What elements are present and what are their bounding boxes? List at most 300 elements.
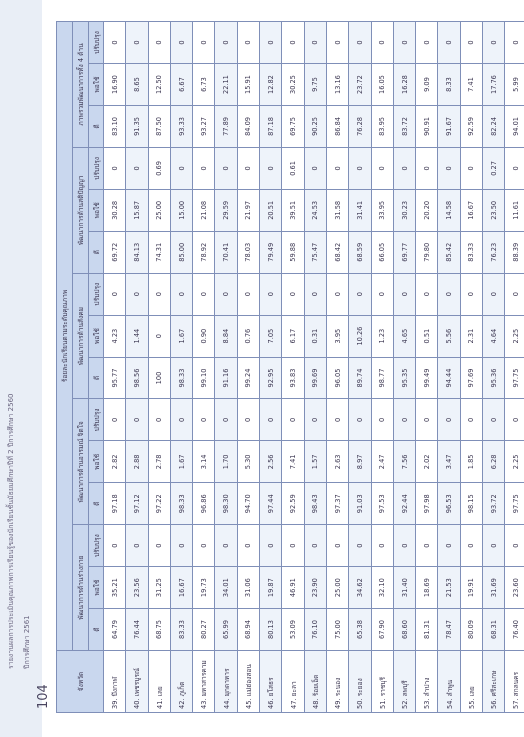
value-cell: 0.76 bbox=[237, 315, 259, 357]
value-cell: 97.44 bbox=[260, 483, 282, 525]
results-table bbox=[56, 21, 524, 713]
page-number: 104 bbox=[36, 684, 51, 709]
quality-level-header: ร้อยละนักเรียนตามระดับคุณภาพ bbox=[57, 22, 73, 651]
value-cell: 1.67 bbox=[170, 441, 192, 483]
value-cell: 0 bbox=[483, 525, 505, 567]
value-cell: 0 bbox=[349, 22, 371, 64]
value-cell: 97.37 bbox=[326, 483, 348, 525]
group-header: พัฒนาการด้านสังคม bbox=[73, 273, 89, 399]
value-cell: 76.28 bbox=[349, 106, 371, 148]
value-cell: 0 bbox=[237, 22, 259, 64]
value-cell: 84.13 bbox=[126, 231, 148, 273]
value-cell: 97.75 bbox=[505, 357, 524, 399]
value-cell: 53.09 bbox=[282, 609, 304, 651]
province-cell: 55. เลย bbox=[460, 651, 482, 713]
value-cell: 0 bbox=[104, 273, 126, 315]
value-cell: 0 bbox=[282, 399, 304, 441]
value-cell: 24.53 bbox=[304, 189, 326, 231]
value-cell: 2.02 bbox=[416, 441, 438, 483]
value-cell: 85.42 bbox=[438, 231, 460, 273]
value-cell: 0 bbox=[215, 399, 237, 441]
value-cell: 0 bbox=[193, 273, 215, 315]
value-cell: 97.75 bbox=[505, 483, 524, 525]
value-cell: 0 bbox=[326, 22, 348, 64]
value-cell: 0 bbox=[438, 525, 460, 567]
value-cell: 0 bbox=[148, 399, 170, 441]
value-cell: 0 bbox=[371, 147, 393, 189]
value-cell: 0 bbox=[460, 22, 482, 64]
value-cell: 22.11 bbox=[215, 64, 237, 106]
value-cell: 16.90 bbox=[104, 64, 126, 106]
value-cell: 2.25 bbox=[505, 441, 524, 483]
value-cell: 25.00 bbox=[148, 189, 170, 231]
value-cell: 0 bbox=[215, 525, 237, 567]
value-cell: 80.09 bbox=[460, 609, 482, 651]
province-cell: 40. เพชรบูรณ์ bbox=[126, 651, 148, 713]
value-cell: 0 bbox=[282, 273, 304, 315]
value-cell: 68.31 bbox=[483, 609, 505, 651]
value-cell: 86.84 bbox=[326, 106, 348, 148]
value-cell: 0 bbox=[416, 147, 438, 189]
value-cell: 93.83 bbox=[282, 357, 304, 399]
province-cell: 56. ศรีสะเกษ bbox=[483, 651, 505, 713]
value-cell: 0 bbox=[416, 22, 438, 64]
province-cell: 41. เลย bbox=[148, 651, 170, 713]
value-cell: 79.80 bbox=[416, 231, 438, 273]
value-cell: 76.44 bbox=[126, 609, 148, 651]
value-cell: 0 bbox=[170, 399, 192, 441]
value-cell: 0 bbox=[282, 525, 304, 567]
value-cell: 76.23 bbox=[483, 231, 505, 273]
value-cell: 64.79 bbox=[104, 609, 126, 651]
value-cell: 20.20 bbox=[416, 189, 438, 231]
value-cell: 15.87 bbox=[126, 189, 148, 231]
table-row bbox=[483, 22, 505, 713]
table-row bbox=[371, 22, 393, 713]
province-cell: 45. แม่ฮ่องสอน bbox=[237, 651, 259, 713]
value-cell: 0 bbox=[193, 147, 215, 189]
value-cell: 0 bbox=[170, 273, 192, 315]
value-cell: 83.33 bbox=[460, 231, 482, 273]
sub-header-row bbox=[89, 22, 104, 713]
value-cell: 31.58 bbox=[326, 189, 348, 231]
value-cell: 0 bbox=[126, 273, 148, 315]
value-cell: 2.78 bbox=[148, 441, 170, 483]
sub-header: ปรับปรุง bbox=[89, 22, 104, 64]
province-cell: 44. มุกดาหาร bbox=[215, 651, 237, 713]
value-cell: 67.90 bbox=[371, 609, 393, 651]
value-cell: 16.28 bbox=[393, 64, 415, 106]
value-cell: 98.33 bbox=[170, 483, 192, 525]
group-header: พัฒนาการด้านร่างกาย bbox=[73, 525, 89, 651]
value-cell: 75.00 bbox=[326, 609, 348, 651]
value-cell: 1.23 bbox=[371, 315, 393, 357]
value-cell: 0 bbox=[260, 399, 282, 441]
value-cell: 35.21 bbox=[104, 567, 126, 609]
value-cell: 89.74 bbox=[349, 357, 371, 399]
value-cell: 2.63 bbox=[326, 441, 348, 483]
value-cell: 91.03 bbox=[349, 483, 371, 525]
value-cell: 0 bbox=[126, 399, 148, 441]
value-cell: 82.24 bbox=[483, 106, 505, 148]
value-cell: 1.44 bbox=[126, 315, 148, 357]
table-row bbox=[215, 22, 237, 713]
value-cell: 0 bbox=[483, 22, 505, 64]
value-cell: 90.25 bbox=[304, 106, 326, 148]
value-cell: 1.70 bbox=[215, 441, 237, 483]
value-cell: 68.94 bbox=[237, 609, 259, 651]
value-cell: 83.95 bbox=[371, 106, 393, 148]
value-cell: 30.23 bbox=[393, 189, 415, 231]
sub-header: ปรับปรุง bbox=[89, 399, 104, 441]
value-cell: 0 bbox=[349, 525, 371, 567]
footer-year: ปีการศึกษา 2561 bbox=[23, 615, 31, 669]
value-cell: 97.12 bbox=[126, 483, 148, 525]
table-row bbox=[349, 22, 371, 713]
value-cell: 0 bbox=[148, 315, 170, 357]
sub-header: พอใช้ bbox=[89, 441, 104, 483]
value-cell: 25.00 bbox=[326, 567, 348, 609]
value-cell: 98.30 bbox=[215, 483, 237, 525]
sub-header: ปรับปรุง bbox=[89, 525, 104, 567]
value-cell: 0 bbox=[393, 22, 415, 64]
value-cell: 32.10 bbox=[371, 567, 393, 609]
value-cell: 78.47 bbox=[438, 609, 460, 651]
value-cell: 18.69 bbox=[416, 567, 438, 609]
value-cell: 2.31 bbox=[460, 315, 482, 357]
value-cell: 12.50 bbox=[148, 64, 170, 106]
group-header-row bbox=[73, 22, 89, 713]
value-cell: 78.92 bbox=[193, 231, 215, 273]
table-row bbox=[460, 22, 482, 713]
value-cell: 78.03 bbox=[237, 231, 259, 273]
province-cell: 42. ภูเก็ต bbox=[170, 651, 192, 713]
value-cell: 2.47 bbox=[371, 441, 393, 483]
value-cell: 0 bbox=[393, 525, 415, 567]
province-cell: 57. สกลนคร bbox=[505, 651, 524, 713]
table-row bbox=[304, 22, 326, 713]
sub-header: ปรับปรุง bbox=[89, 147, 104, 189]
value-cell: 95.77 bbox=[104, 357, 126, 399]
value-cell: 6.28 bbox=[483, 441, 505, 483]
value-cell: 4.64 bbox=[483, 315, 505, 357]
sub-header: ดี bbox=[89, 483, 104, 525]
value-cell: 83.72 bbox=[393, 106, 415, 148]
value-cell: 91.67 bbox=[438, 106, 460, 148]
group-header: พัฒนาการด้านสติปัญญา bbox=[73, 147, 89, 273]
value-cell: 0 bbox=[326, 147, 348, 189]
value-cell: 31.40 bbox=[393, 567, 415, 609]
value-cell: 69.77 bbox=[393, 231, 415, 273]
value-cell: 0 bbox=[304, 525, 326, 567]
value-cell: 0 bbox=[416, 273, 438, 315]
value-cell: 0 bbox=[304, 147, 326, 189]
value-cell: 0 bbox=[505, 399, 524, 441]
value-cell: 96.05 bbox=[326, 357, 348, 399]
value-cell: 0 bbox=[460, 399, 482, 441]
value-cell: 46.91 bbox=[282, 567, 304, 609]
value-cell: 95.36 bbox=[483, 357, 505, 399]
value-cell: 0 bbox=[260, 22, 282, 64]
value-cell: 77.89 bbox=[215, 106, 237, 148]
value-cell: 30.25 bbox=[282, 64, 304, 106]
value-cell: 0 bbox=[326, 525, 348, 567]
province-cell: 50. ระยอง bbox=[349, 651, 371, 713]
value-cell: 79.49 bbox=[260, 231, 282, 273]
value-cell: 96.53 bbox=[438, 483, 460, 525]
value-cell: 68.60 bbox=[393, 609, 415, 651]
value-cell: 0 bbox=[505, 525, 524, 567]
value-cell: 16.67 bbox=[170, 567, 192, 609]
value-cell: 97.98 bbox=[416, 483, 438, 525]
value-cell: 19.73 bbox=[193, 567, 215, 609]
value-cell: 19.87 bbox=[260, 567, 282, 609]
value-cell: 0 bbox=[393, 147, 415, 189]
value-cell: 21.08 bbox=[193, 189, 215, 231]
value-cell: 76.10 bbox=[304, 609, 326, 651]
sub-header: พอใช้ bbox=[89, 189, 104, 231]
province-cell: 54. ลำพูน bbox=[438, 651, 460, 713]
value-cell: 0 bbox=[237, 399, 259, 441]
value-cell: 0 bbox=[237, 147, 259, 189]
sub-header: ดี bbox=[89, 609, 104, 651]
value-cell: 0 bbox=[104, 147, 126, 189]
value-cell: 0.51 bbox=[416, 315, 438, 357]
value-cell: 99.24 bbox=[237, 357, 259, 399]
value-cell: 0 bbox=[237, 525, 259, 567]
table-row bbox=[260, 22, 282, 713]
value-cell: 96.86 bbox=[193, 483, 215, 525]
value-cell: 68.75 bbox=[148, 609, 170, 651]
value-cell: 69.72 bbox=[104, 231, 126, 273]
value-cell: 7.41 bbox=[282, 441, 304, 483]
value-cell: 66.05 bbox=[371, 231, 393, 273]
value-cell: 4.23 bbox=[104, 315, 126, 357]
value-cell: 98.15 bbox=[460, 483, 482, 525]
value-cell: 68.59 bbox=[349, 231, 371, 273]
value-cell: 7.41 bbox=[460, 64, 482, 106]
value-cell: 97.53 bbox=[371, 483, 393, 525]
value-cell: 23.72 bbox=[349, 64, 371, 106]
value-cell: 98.43 bbox=[304, 483, 326, 525]
value-cell: 0 bbox=[460, 147, 482, 189]
province-cell: 47. ยะลา bbox=[282, 651, 304, 713]
value-cell: 76.40 bbox=[505, 609, 524, 651]
province-cell: 49. ระนอง bbox=[326, 651, 348, 713]
value-cell: 0 bbox=[126, 22, 148, 64]
value-cell: 31.69 bbox=[483, 567, 505, 609]
value-cell: 21.97 bbox=[237, 189, 259, 231]
value-cell: 13.16 bbox=[326, 64, 348, 106]
table-row bbox=[416, 22, 438, 713]
province-cell: 39. บึงกาฬ bbox=[104, 651, 126, 713]
value-cell: 1.85 bbox=[460, 441, 482, 483]
value-cell: 0 bbox=[237, 273, 259, 315]
value-cell: 0 bbox=[282, 22, 304, 64]
value-cell: 9.09 bbox=[416, 64, 438, 106]
value-cell: 0 bbox=[215, 22, 237, 64]
value-cell: 0 bbox=[104, 399, 126, 441]
value-cell: 0 bbox=[371, 525, 393, 567]
value-cell: 4.65 bbox=[393, 315, 415, 357]
value-cell: 99.69 bbox=[304, 357, 326, 399]
value-cell: 19.91 bbox=[460, 567, 482, 609]
value-cell: 91.16 bbox=[215, 357, 237, 399]
value-cell: 2.25 bbox=[505, 315, 524, 357]
value-cell: 98.56 bbox=[126, 357, 148, 399]
value-cell: 97.22 bbox=[148, 483, 170, 525]
value-cell: 99.10 bbox=[193, 357, 215, 399]
value-cell: 10.26 bbox=[349, 315, 371, 357]
value-cell: 0 bbox=[326, 399, 348, 441]
value-cell: 0 bbox=[438, 147, 460, 189]
value-cell: 94.01 bbox=[505, 106, 524, 148]
table-row bbox=[170, 22, 192, 713]
value-cell: 68.42 bbox=[326, 231, 348, 273]
value-cell: 0 bbox=[349, 399, 371, 441]
value-cell: 97.18 bbox=[104, 483, 126, 525]
value-cell: 65.38 bbox=[349, 609, 371, 651]
sub-header: ดี bbox=[89, 231, 104, 273]
value-cell: 0.90 bbox=[193, 315, 215, 357]
value-cell: 6.67 bbox=[170, 64, 192, 106]
value-cell: 16.05 bbox=[371, 64, 393, 106]
table-row bbox=[237, 22, 259, 713]
table-row bbox=[505, 22, 524, 713]
province-cell: 43. มหาสารคาม bbox=[193, 651, 215, 713]
value-cell: 69.75 bbox=[282, 106, 304, 148]
value-cell: 0 bbox=[304, 22, 326, 64]
value-cell: 8.65 bbox=[126, 64, 148, 106]
value-cell: 93.72 bbox=[483, 483, 505, 525]
value-cell: 31.41 bbox=[349, 189, 371, 231]
group-header: ภาพรวมพัฒนาการทั้ง 4 ด้าน bbox=[73, 22, 89, 148]
value-cell: 0 bbox=[304, 273, 326, 315]
value-cell: 65.99 bbox=[215, 609, 237, 651]
sub-header: พอใช้ bbox=[89, 315, 104, 357]
value-cell: 21.53 bbox=[438, 567, 460, 609]
value-cell: 0 bbox=[215, 273, 237, 315]
value-cell: 0 bbox=[104, 22, 126, 64]
value-cell: 94.70 bbox=[237, 483, 259, 525]
value-cell: 23.56 bbox=[126, 567, 148, 609]
group-header: พัฒนาการด้านอารมณ์ จิตใจ bbox=[73, 399, 89, 525]
sub-header: พอใช้ bbox=[89, 64, 104, 106]
value-cell: 3.14 bbox=[193, 441, 215, 483]
value-cell: 0 bbox=[326, 273, 348, 315]
province-cell: 46. ยโสธร bbox=[260, 651, 282, 713]
province-cell: 51. ราชบุรี bbox=[371, 651, 393, 713]
table-body bbox=[104, 22, 524, 713]
value-cell: 0 bbox=[505, 273, 524, 315]
value-cell: 0.61 bbox=[282, 147, 304, 189]
value-cell: 33.95 bbox=[371, 189, 393, 231]
value-cell: 80.27 bbox=[193, 609, 215, 651]
sub-header: ปรับปรุง bbox=[89, 273, 104, 315]
value-cell: 0 bbox=[193, 399, 215, 441]
value-cell: 88.39 bbox=[505, 231, 524, 273]
value-cell: 0 bbox=[371, 273, 393, 315]
value-cell: 83.10 bbox=[104, 106, 126, 148]
value-cell: 2.56 bbox=[260, 441, 282, 483]
sub-header: ดี bbox=[89, 357, 104, 399]
value-cell: 92.44 bbox=[393, 483, 415, 525]
value-cell: 81.31 bbox=[416, 609, 438, 651]
value-cell: 0 bbox=[193, 22, 215, 64]
value-cell: 0 bbox=[260, 273, 282, 315]
value-cell: 0 bbox=[505, 22, 524, 64]
value-cell: 39.51 bbox=[282, 189, 304, 231]
table-row bbox=[393, 22, 415, 713]
value-cell: 0 bbox=[170, 525, 192, 567]
value-cell: 0.69 bbox=[148, 147, 170, 189]
value-cell: 7.56 bbox=[393, 441, 415, 483]
value-cell: 0 bbox=[170, 22, 192, 64]
value-cell: 0 bbox=[483, 273, 505, 315]
value-cell: 0 bbox=[193, 525, 215, 567]
value-cell: 0 bbox=[260, 525, 282, 567]
value-cell: 99.49 bbox=[416, 357, 438, 399]
value-cell: 0 bbox=[349, 273, 371, 315]
value-cell: 5.99 bbox=[505, 64, 524, 106]
value-cell: 59.88 bbox=[282, 231, 304, 273]
value-cell: 0 bbox=[148, 22, 170, 64]
table-row bbox=[104, 22, 126, 713]
value-cell: 0 bbox=[126, 525, 148, 567]
value-cell: 0 bbox=[393, 273, 415, 315]
table-row bbox=[126, 22, 148, 713]
value-cell: 0 bbox=[393, 399, 415, 441]
value-cell: 0 bbox=[505, 147, 524, 189]
value-cell: 75.47 bbox=[304, 231, 326, 273]
value-cell: 100 bbox=[148, 357, 170, 399]
value-cell: 92.95 bbox=[260, 357, 282, 399]
value-cell: 97.69 bbox=[460, 357, 482, 399]
table-row bbox=[148, 22, 170, 713]
value-cell: 6.73 bbox=[193, 64, 215, 106]
value-cell: 20.51 bbox=[260, 189, 282, 231]
value-cell: 23.90 bbox=[304, 567, 326, 609]
value-cell: 8.84 bbox=[215, 315, 237, 357]
value-cell: 11.61 bbox=[505, 189, 524, 231]
value-cell: 0 bbox=[416, 399, 438, 441]
value-cell: 0 bbox=[416, 525, 438, 567]
value-cell: 85.00 bbox=[170, 231, 192, 273]
table-row bbox=[438, 22, 460, 713]
value-cell: 8.33 bbox=[438, 64, 460, 106]
value-cell: 92.59 bbox=[460, 106, 482, 148]
value-cell: 17.76 bbox=[483, 64, 505, 106]
value-cell: 95.35 bbox=[393, 357, 415, 399]
value-cell: 80.13 bbox=[260, 609, 282, 651]
value-cell: 34.62 bbox=[349, 567, 371, 609]
value-cell: 0 bbox=[148, 525, 170, 567]
value-cell: 15.91 bbox=[237, 64, 259, 106]
value-cell: 83.33 bbox=[170, 609, 192, 651]
value-cell: 23.50 bbox=[483, 189, 505, 231]
value-cell: 5.30 bbox=[237, 441, 259, 483]
value-cell: 0 bbox=[104, 525, 126, 567]
value-cell: 91.35 bbox=[126, 106, 148, 148]
value-cell: 9.75 bbox=[304, 64, 326, 106]
value-cell: 74.31 bbox=[148, 231, 170, 273]
province-cell: 52. ลพบุรี bbox=[393, 651, 415, 713]
province-cell: 53. ลำปาง bbox=[416, 651, 438, 713]
value-cell: 70.41 bbox=[215, 231, 237, 273]
value-cell: 5.56 bbox=[438, 315, 460, 357]
value-cell: 7.05 bbox=[260, 315, 282, 357]
value-cell: 3.47 bbox=[438, 441, 460, 483]
